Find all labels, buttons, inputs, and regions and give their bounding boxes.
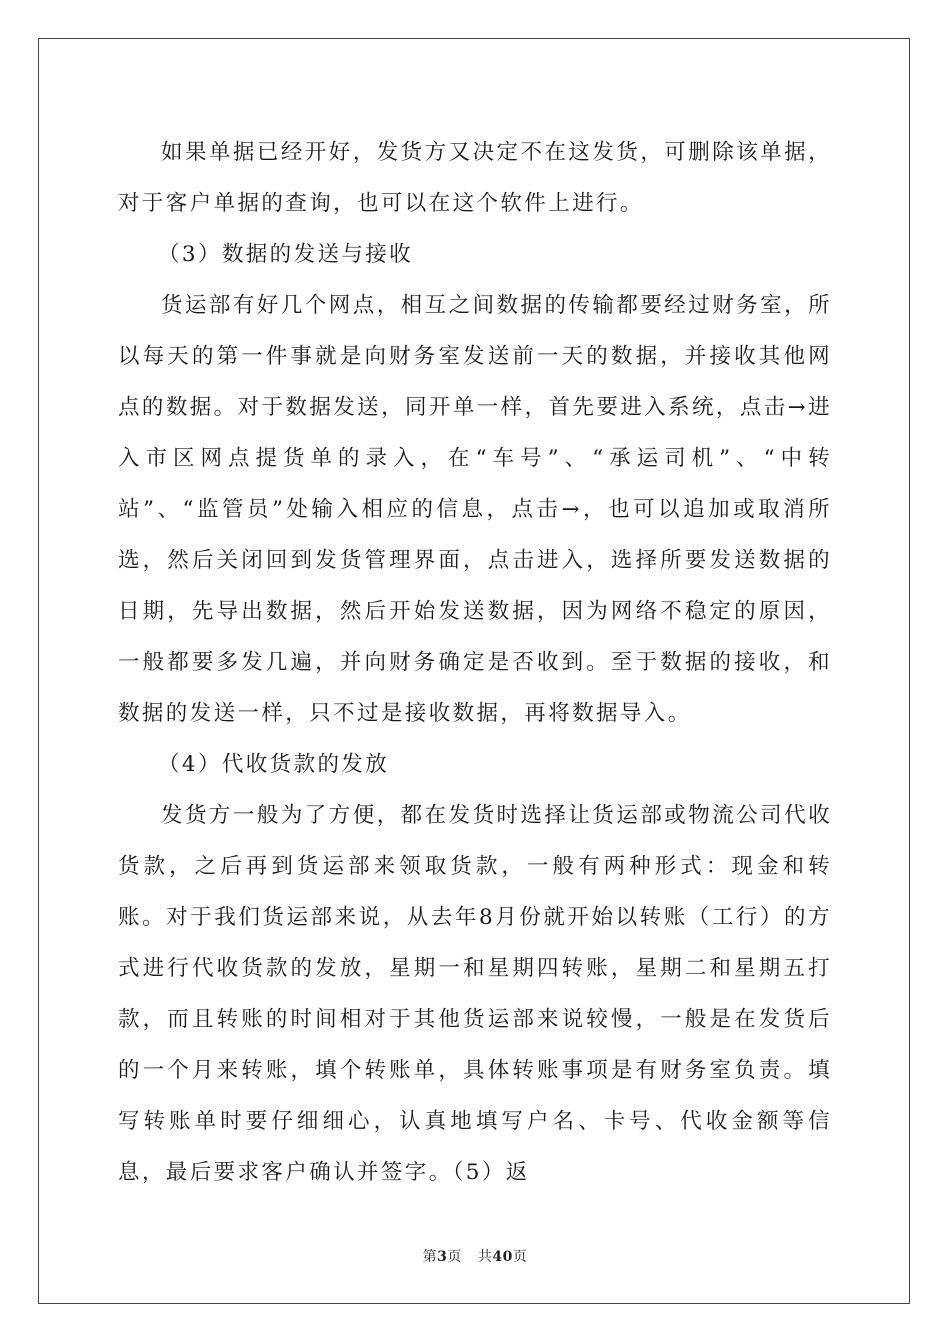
paragraph-payment: 发货方一般为了方便，都在发货时选择让货运部或物流公司代收货款，之后再到货运部来领取货款，一般有两种形式：现金和转账。对于我们货运部来说，从去年8月份就开始以转账（工行）的方式进行代收货款的发放，星期一和星期四转账，星期二和星期五打款，而且转账的时间相对于其他货运部来说较慢，一般是在发货后的一个月来转账，填个转账单，具体转账事项是有财务室负责。填写转账单时要仔细细心，认真地填写户名、卡号、代收金额等信息，最后要求客户确认并签字。（5）返 bbox=[118, 803, 832, 1185]
footer-total-suffix: 页 bbox=[512, 1249, 528, 1265]
section-heading-3: （3）数据的发送与接收 bbox=[158, 242, 414, 267]
paragraph-intro: 如果单据已经开好，发货方又决定不在这发货，可删除该单据，对于客户单据的查询，也可以在这个软件上进行。 bbox=[118, 140, 832, 216]
document-body bbox=[118, 127, 832, 1198]
footer-page-prefix: 第 bbox=[422, 1249, 438, 1265]
footer-page-suffix: 页 bbox=[447, 1249, 462, 1265]
footer-page-number: 3 bbox=[437, 1249, 448, 1265]
footer-total-pages: 40 bbox=[492, 1249, 513, 1265]
page-footer bbox=[0, 1246, 950, 1266]
section-heading-4: （4）代收货款的发放 bbox=[158, 752, 390, 777]
paragraph-data-transfer: 货运部有好几个网点，相互之间数据的传输都要经过财务室，所以每天的第一件事就是向财务室发送前一天的数据，并接收其他网点的数据。对于数据发送，同开单一样，首先要进入系统，点击→进入市区网点提货单的录入，在“车号”、“承运司机”、“中转站”、“监管员”处输入相应的信息，点击→，也可以追加或取消所选，然后关闭回到发货管理界面，点击进入，选择所要发送数据的日期，先导出数据，然后开始发送数据，因为网络不稳定的原因，一般都要多发几遍，并向财务确定是否收到。至于数据的接收，和数据的发送一样，只不过是接收数据，再将数据导入。 bbox=[118, 293, 832, 726]
footer-total-prefix: 共 bbox=[477, 1249, 493, 1265]
